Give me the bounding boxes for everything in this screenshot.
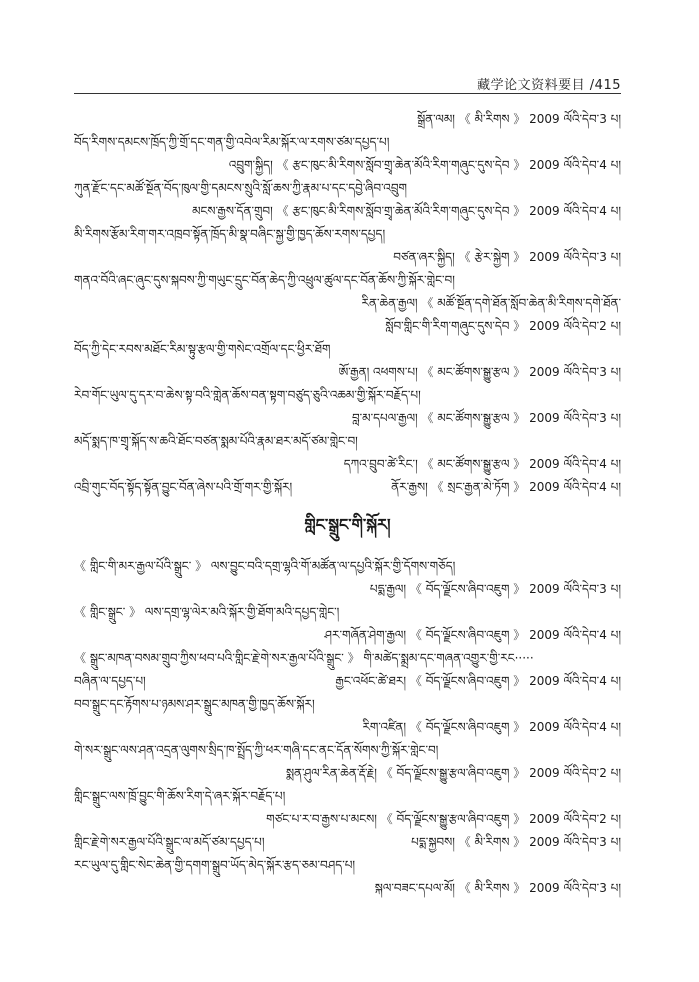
entry-title: བོད་རིགས་དམངས་ཁྲོད་ཀྱི་གྲོ་དང་གན་གྱི་འབེལ་རིམ་སྐོར་ལ་རགས་ཙམ་དཔྱད་པ། (74, 135, 390, 149)
entry-citation: ཨོ་རྒྱན། འཕགས་པ། 《 མང་ཚོགས་སྒྱུ་རྩལ 》 2009 ལོའི་དེབ་3 པ། (338, 365, 621, 379)
entry-citation: མངས་རྒྱས་དོན་གྲུབ། 《 རྩང་ཁུང་མི་རིགས་སློབ་གྲྭ་ཆེན་མོའི་རིག་གཞུང་དུས་དེབ 》 2009 ལོའི་དེབ་4 པ། (192, 204, 621, 218)
entry-title: གནའ་བོའི་ཞང་ཞུང་དུས་སྐབས་ཀྱི་གཡུང་དྲུང་བོན་ཆེད་ཀྱི་འཕྲུལ་ཚུལ་དང་བོན་ཆོས་ཀྱི་སྐོར་གླེང་བ། (74, 273, 455, 287)
entry-citation: འབྲུག་སྐྱིད། 《 རྩང་ཁུང་མི་རིགས་སློབ་གྲྭ་ཆེན་མོའི་རིག་གཞུང་དུས་དེབ 》 2009 ལོའི་དེབ་4 པ། (228, 158, 621, 172)
entry-citation: བླ་མ་དཔལ་རྒྱལ། 《 མང་ཚོགས་སྒྱུ་རྩལ 》 2009 ལོའི་དེབ་3 པ། (351, 411, 621, 425)
entry-title: 《 སྒྲུང་མཁན་བསམ་གྲུབ་ཀྱིས་ཕབ་པའི་གླིང་རྗེ་གེ་སར་རྒྱལ་པོའི་སྒྲུང་ 》 གི་མཚེད་སྨྲམ་དང་གཞན་འགྱུར་གྱི་རང····· (74, 651, 534, 665)
entry-title: 《 གླིང་སྒྲུང་ 》 ལས་དགྲ་ལྷ་ལེར་མའི་སྐོར་གྱི་ཐོག་མའི་དཔྱད་གླེང་། (74, 605, 340, 619)
entry-title: བབ་སྒྲུང་དང་རྟོགས་པ་ཉམས་ཤར་སྒྲུང་མཁན་གྱི་ཁྱད་ཆོས་སྐོར། (74, 697, 315, 711)
entry-title: 《 གླིང་གི་མར་རྒྱལ་པོའི་སྒྲུང་ 》 ལས་བྱུང་བའི་དགྲ་ལྷའི་གོ་མཚོན་ལ་དཔྱའི་སྐོར་གྱི་དོགས་གཅོད། (74, 559, 456, 573)
entry-citation: རིན་ཆེན་རྒྱལ། 《 མཚོ་སྔོན་དགེ་ཐོན་སློབ་ཆེན་མི་རིགས་དགེ་ཐོན་ (361, 296, 621, 310)
entry-title: གླིང་སྒྲུང་ལས་ཁྲོ་བྱུང་གི་ཆོས་རིག་དེ་ཞར་སྐོར་བརྗོད་པ། (74, 789, 286, 803)
entry-title: གེ་སར་སྒྲུང་ལས་ཤན་འདྲན་ལུགས་སྲིད་ཁ་སྤྲོད་ཀྱི་ཕར་གཞི་དང་ནང་དོན་སོགས་ཀྱི་སྐོར་གླེང་བ། (74, 743, 439, 757)
entry-citation: པདྨ་རྒྱལ། 《 བོད་ལྗོངས་ཞིབ་འཇུག 》 2009 ལོའི་དེབ་3 པ། (369, 582, 621, 596)
bibliography-section-1 (74, 108, 621, 499)
entry-title: ཀུན་རྫོང་དང་མཚོ་སྔོན་བོད་ཁུལ་གྱི་དམངས་སྲུའི་སློ་ཆས་ཀྱི་རྣམ་པ་དང་དབྱེ་ཞིབ་འབྲུག (74, 181, 407, 195)
entry-title: མི་རིགས་རྩོམ་རིག་གར་འཁྲབ་སྟོན་ཁྲོད་མི་སྣ་བཞིང་སྐྱ་གྱི་ཁྱད་ཆོས་རགས་དཔྱད། (74, 227, 386, 241)
entry-citation: སྐལ་བཟང་དཔལ་མོ། 《 མི་རིགས 》 2009 ལོའི་དེབ་3 པ། (374, 881, 621, 895)
entry-title: རེབ་གོང་ཡུལ་དུ་དར་བ་ཆེས་སྟ་བའི་གླེན་ཆོས་བན་སྟག་བཙུད་ཅུའི་འཆམ་གྱི་སྐོར་བརྗོད་པ། (74, 388, 421, 402)
entry-citation: ནོར་རྒྱས། 《 སྲང་རྒྱན་མེ་ཏོག 》 2009 ལོའི་དེབ་4 པ། (391, 480, 621, 494)
entry-citation: སྨན་ཤུལ་རིན་ཆེན་རྡོ་རྗེ། 《 བོད་ལྗོངས་སྒྱུ་རྩལ་ཞིབ་འཇུག 》 2009 ལོའི་དེབ་2 པ། (285, 766, 621, 780)
entry-title: འབྲི་གུང་བོད་སྟོད་སྟོན་བྱུང་བོན་ཞེས་པའི་གྲོ་གར་གྱི་སྐོར། (74, 480, 293, 494)
entry-title: བོད་ཀྱི་དེང་རབས་མཐོང་རིམ་སྟུ་རྩལ་གྱི་གསེང་འགྲོལ་དང་ཕྱིར་ཐོག (74, 342, 331, 356)
bibliography-entry-line (74, 831, 621, 854)
bibliography-entry-line (74, 670, 621, 693)
document-body (74, 108, 621, 900)
entry-title: གླིང་རྗེ་གེ་སར་རྒྱལ་པོའི་སྒྲུང་ལ་མདོ་ཙམ་དཔྱད་པ། (74, 835, 265, 849)
entry-citation: དཀའ་བྲུབ་ཚེ་རིང་། 《 མང་ཚོགས་སྒྱུ་རྩལ 》 2009 ལོའི་དེབ་4 པ། (343, 457, 621, 471)
entry-citation: བཙན་ཞར་སྐྱིད། 《 རྩེར་སྐྱེག 》 2009 ལོའི་དེབ་3 པ། (393, 250, 621, 264)
bibliography-section-2 (74, 555, 621, 900)
entry-citation: གཙང་པ་ར་བ་རྒྱས་པ་མངས། 《 བོད་ལྗོངས་སྒྱུ་རྩལ་ཞིབ་འཇུག 》 2009 ལོའི་དེབ་2 པ། (266, 812, 621, 826)
running-header: 藏学论文资料要目 /415 (477, 78, 621, 93)
section-heading: གླིང་སྒྲུང་གི་སྐོར། (304, 515, 391, 534)
entry-title: བཞིན་ལ་དཔྱད་པ། (74, 674, 146, 688)
entry-title: མདོ་སྨད་ཁ་གྲྭ་སྐོད་ས་ཆའི་ཐོང་བཙན་སྨམ་པོའི་རྣམ་ཐར་མདོ་ཙམ་གླེང་བ། (74, 434, 358, 448)
entry-citation: སློབ་གླིང་གི་རིག་གཞུང་དུས་དེབ 》 2009 ལོའི་དེབ་2 པ། (385, 319, 621, 333)
bibliography-entry-line (74, 476, 621, 499)
entry-citation: རིག་འཛིན། 《 བོད་ལྗོངས་ཞིབ་འཇུག 》 2009 ལོའི་དེབ་4 པ། (362, 720, 621, 734)
entry-citation: སྒྲོན་ལམ། 《 མི་རིགས 》 2009 ལོའི་དེབ་3 པ། (417, 112, 621, 126)
entry-citation: རྒྱང་འཕོང་ཚེ་ཐར། 《 བོད་ལྗོངས་ཞིབ་འཇུག 》 2009 ལོའི་དེབ་4 པ། (335, 674, 621, 688)
entry-citation: པདྨ་སྐྱབས། 《 མི་རིགས 》 2009 ལོའི་དེབ་3 པ། (411, 835, 621, 849)
entry-title: རང་ཡུལ་དུ་གླིང་སེང་ཆེན་གྱི་དགག་སྒྲུབ་ཡོད་མེད་སྐོར་རྩད་ཅམ་བཤད་པ། (74, 858, 356, 872)
entry-citation: ཤར་གཞོན་ཤེག་རྒྱལ། 《 བོད་ལྗོངས་ཞིབ་འཇུག 》 2009 ལོའི་དེབ་4 པ། (324, 628, 621, 642)
header-rule (74, 93, 621, 94)
